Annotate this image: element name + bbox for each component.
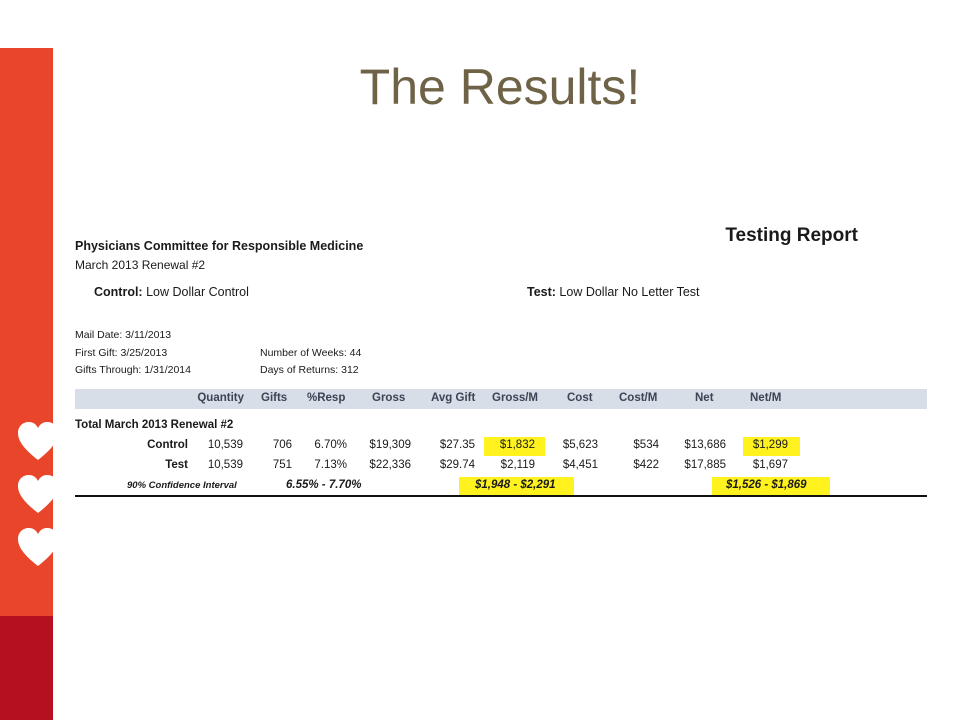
row-label: Control <box>147 439 188 451</box>
cell-net-m: $1,697 <box>752 459 788 471</box>
cell-net: $17,885 <box>684 459 726 471</box>
confidence-gross-m-range: $1,948 - $2,291 <box>475 479 556 491</box>
column-header-net-m: Net/M <box>750 392 782 404</box>
control-label: Control: <box>94 285 143 299</box>
cell-avg-gift: $27.35 <box>439 439 475 451</box>
cell-net: $13,686 <box>684 439 726 451</box>
table-bottom-rule <box>75 495 927 497</box>
cell-gross-m: $2,119 <box>500 459 535 471</box>
table-row-control <box>75 439 927 459</box>
cell-resp: 7.13% <box>314 459 347 471</box>
first-gift-date: First Gift: 3/25/2013 <box>75 347 168 359</box>
control-description <box>94 285 249 299</box>
test-label: Test: <box>527 285 556 299</box>
test-description <box>527 285 700 299</box>
cell-gifts: 706 <box>272 439 292 451</box>
cell-cost: $4,451 <box>562 459 598 471</box>
row-label: Test <box>165 459 188 471</box>
report-title: Testing Report <box>725 225 858 246</box>
side-accent-bar-bottom <box>0 616 53 720</box>
cell-quantity: 10,539 <box>207 459 243 471</box>
confidence-interval-label: 90% Confidence Interval <box>127 480 237 491</box>
campaign-name: March 2013 Renewal #2 <box>75 258 206 272</box>
heart-icon <box>16 420 60 462</box>
confidence-net-m-range: $1,526 - $1,869 <box>726 479 807 491</box>
organization-name: Physicians Committee for Responsible Medicine <box>75 239 364 253</box>
cell-quantity: 10,539 <box>207 439 243 451</box>
table-header <box>75 389 927 409</box>
column-header-cost-m: Cost/M <box>619 392 658 404</box>
cell-resp: 6.70% <box>314 439 347 451</box>
confidence-resp-range: 6.55% - 7.70% <box>286 479 362 491</box>
test-value: Low Dollar No Letter Test <box>559 285 700 299</box>
slide-title: The Results! <box>359 59 641 115</box>
cell-avg-gift: $29.74 <box>439 459 475 471</box>
cell-gross: $22,336 <box>369 459 411 471</box>
gifts-through-date: Gifts Through: 1/31/2014 <box>75 364 191 376</box>
cell-cost-m: $534 <box>633 439 659 451</box>
column-header-resp: %Resp <box>307 392 346 404</box>
cell-cost: $5,623 <box>562 439 598 451</box>
mail-date: Mail Date: 3/11/2013 <box>75 329 172 341</box>
cell-gross-m: $1,832 <box>499 439 535 451</box>
section-title: Total March 2013 Renewal #2 <box>75 419 234 431</box>
number-of-weeks: Number of Weeks: 44 <box>260 347 362 359</box>
heart-icon <box>16 473 60 515</box>
cell-net-m: $1,299 <box>752 439 788 451</box>
days-of-returns: Days of Returns: 312 <box>260 364 359 376</box>
heart-icon <box>16 526 60 568</box>
column-header-quantity: Quantity <box>197 392 244 404</box>
column-header-avg-gift: Avg Gift <box>431 392 476 404</box>
column-header-gross: Gross <box>372 392 406 404</box>
column-header-net: Net <box>695 392 714 404</box>
cell-gross: $19,309 <box>369 439 411 451</box>
column-header-gross-m: Gross/M <box>492 392 539 404</box>
table-row-test <box>75 459 927 479</box>
control-value: Low Dollar Control <box>146 285 249 299</box>
column-header-gifts: Gifts <box>261 392 288 404</box>
column-header-cost: Cost <box>567 392 593 404</box>
cell-gifts: 751 <box>272 459 292 471</box>
cell-cost-m: $422 <box>633 459 659 471</box>
